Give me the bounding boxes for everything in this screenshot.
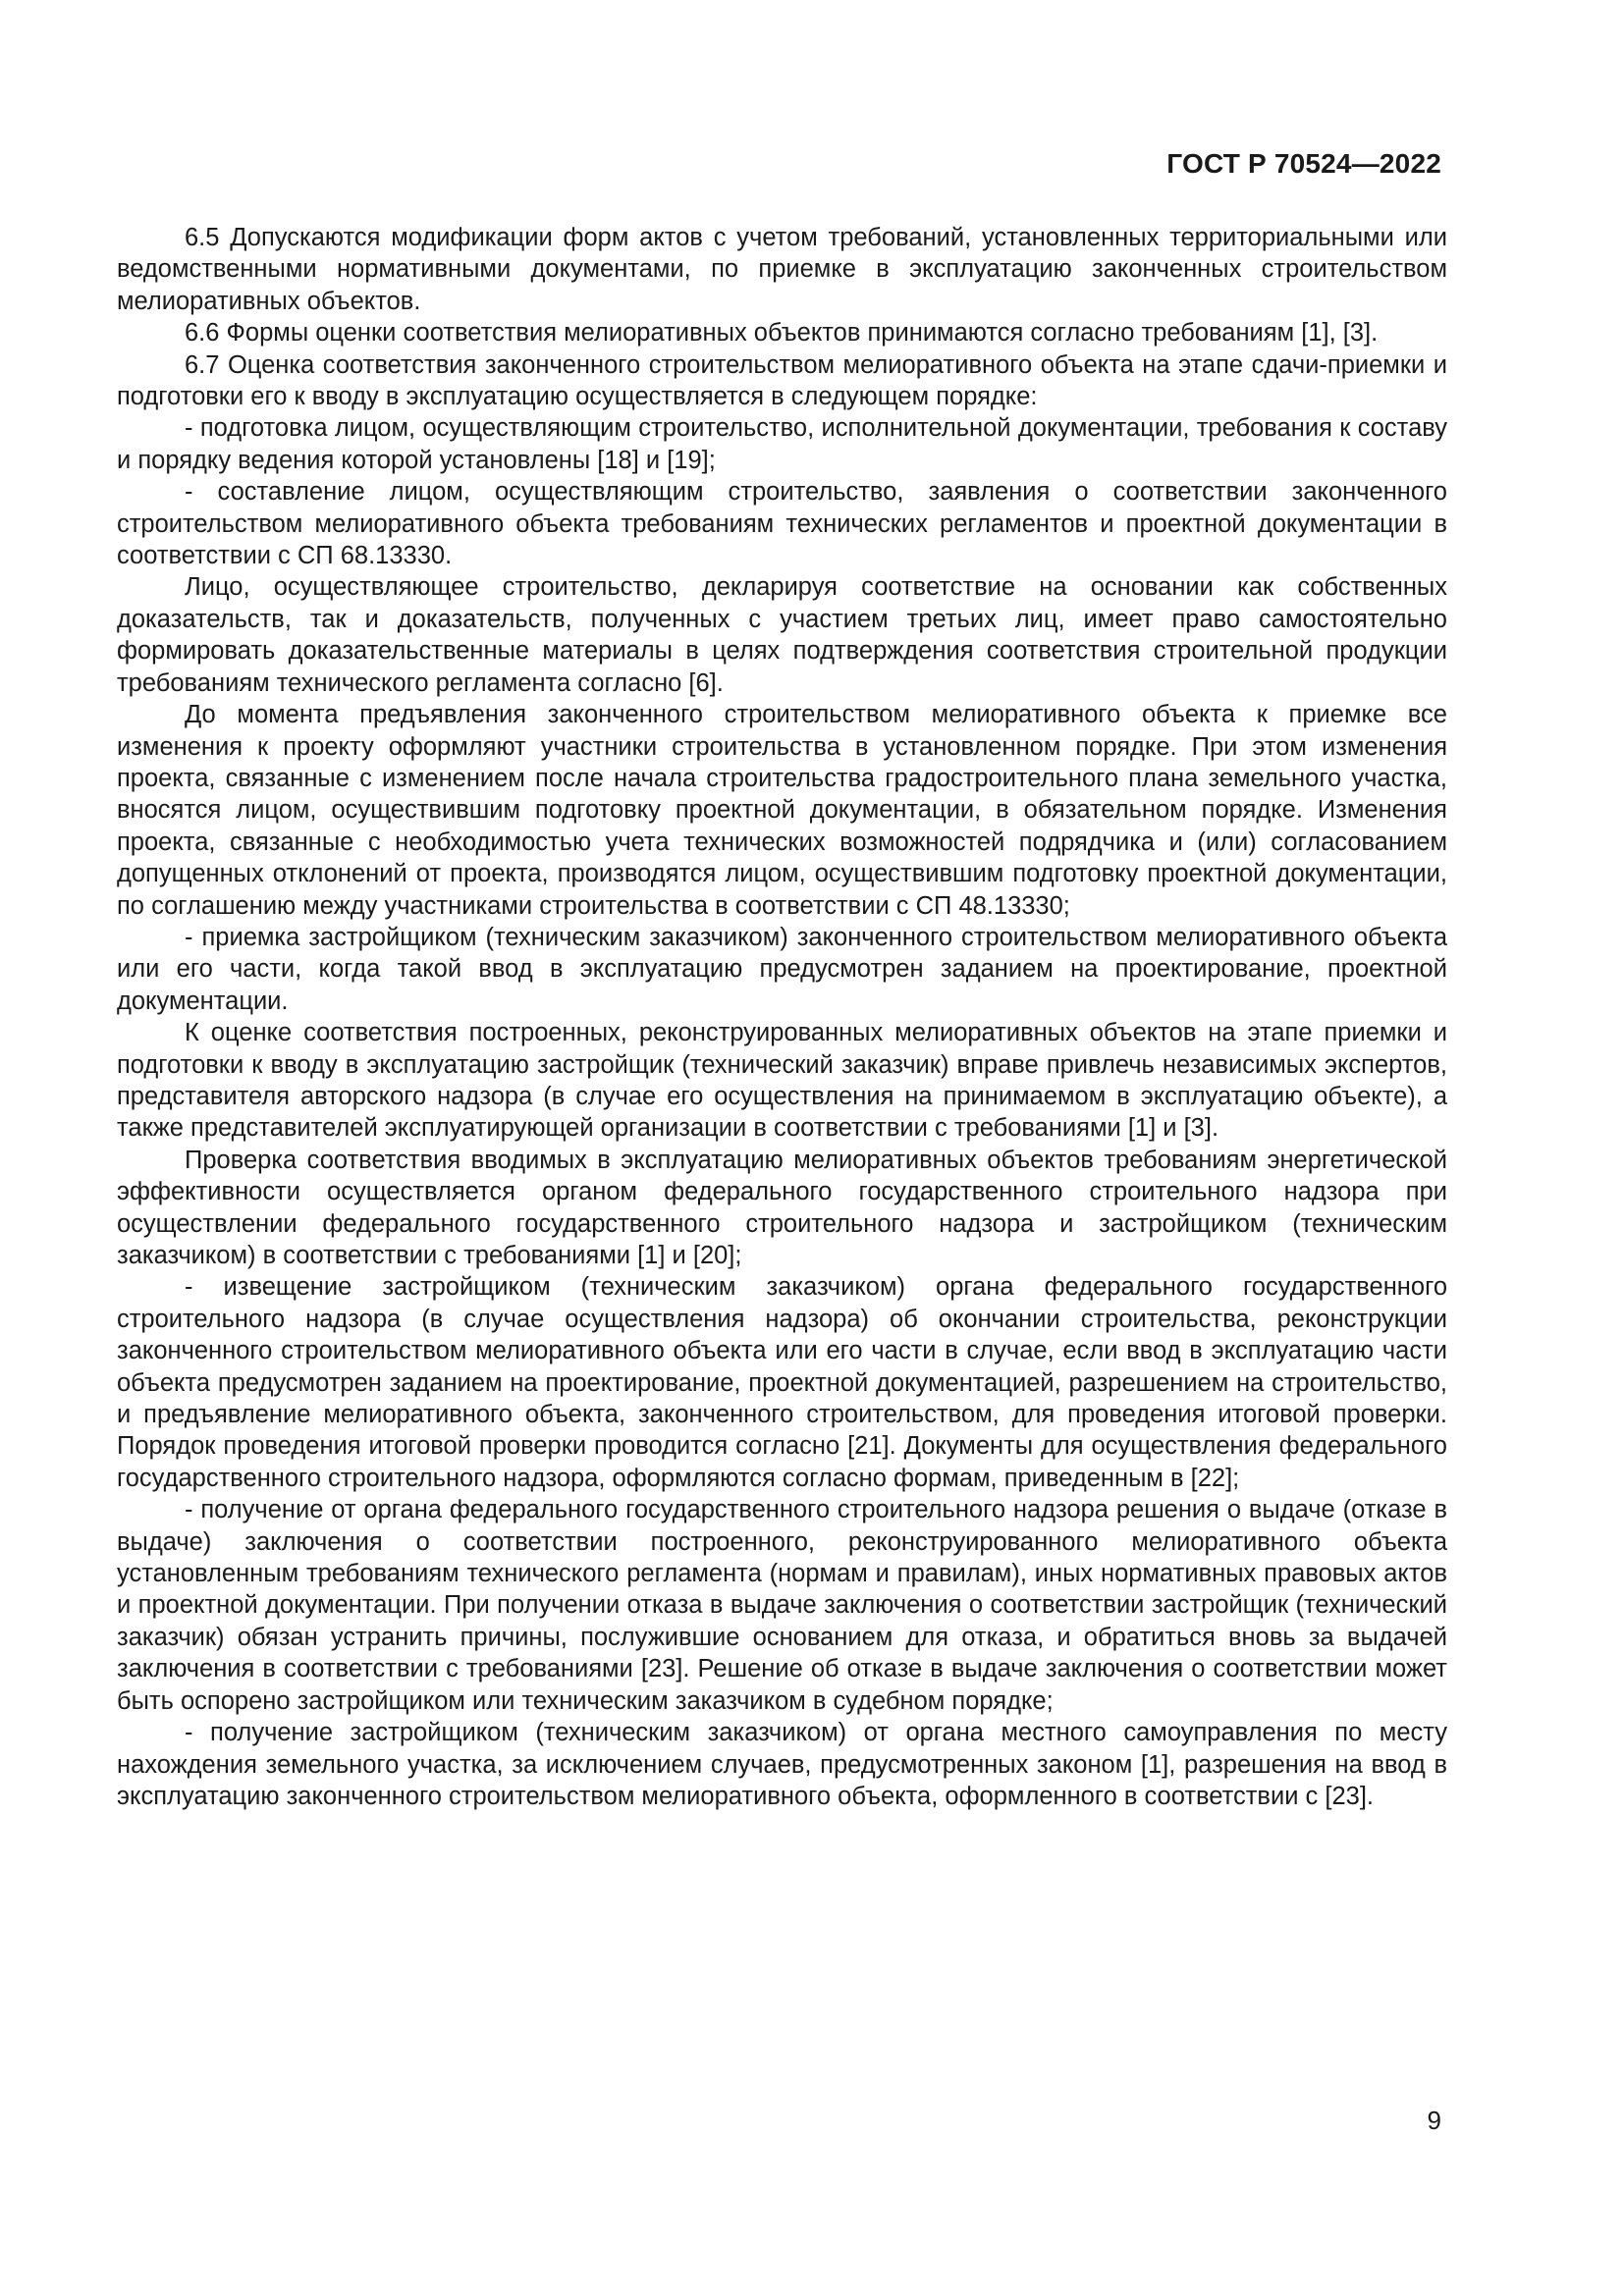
list-item: - подготовка лицом, осуществляющим строительство, исполнительной документации, требования к составу и порядку ведения которой установлены [18] и [19]; <box>117 414 1447 474</box>
list-item: - приемка застройщиком (техническим заказчиком) законченного строительством мелиоративного объекта или его части, когда такой ввод в эксплуатацию предусмотрен заданием на проектирование, проектной документации. <box>117 923 1447 1015</box>
paragraph: К оценке соответствия построенных, реконструированных мелиоративных объектов на этапе приемки и подготовки к вводу в эксплуатацию застройщик (технический заказчик) вправе привлечь независимых экспертов, представителя авторского надзора (в случае его осуществления на принимаемом в эксплуатацию объекте), а также представителей эксплуатирующей организации в соответствии с требованиями [1] и [3]. <box>117 1019 1447 1143</box>
paragraph: До момента предъявления законченного строительством мелиоративного объекта к приемке все изменения к проекту оформляют участники строительства в установленном порядке. При этом изменения проекта, связанные с изменением после начала строительства градостроительного плана земельного участка, вносятся лицом, осуществившим подготовку проектной документации, в обязательном порядке. Изменения проекта, связанные с необходимостью учета технических возможностей подрядчика и (или) согласованием допущенных отклонений от проекта, производятся лицом, осуществившим подготовку проектной документации, по соглашению между участниками строительства в соответствии с СП 48.13330; <box>117 701 1447 920</box>
paragraph-6-7: 6.7 Оценка соответствия законченного строительством мелиоративного объекта на этапе сдачи-приемки и подготовки его к вводу в эксплуатацию осуществляется в следующем порядке: <box>117 350 1447 411</box>
paragraph-6-6: 6.6 Формы оценки соответствия мелиоративных объектов принимаются согласно требованиям [1], [3]. <box>185 319 1379 347</box>
paragraph: Лицо, осуществляющее строительство, декларируя соответствие на основании как собственных доказательств, так и доказательств, полученных с участием третьих лиц, имеет право самостоятельно формировать доказательственные материалы в целях подтверждения соответствия строительной продукции требованиям технического регламента согласно [6]. <box>117 573 1447 697</box>
paragraph-6-5: 6.5 Допускаются модификации форм актов с учетом требований, установленных территориальными или ведомственными нормативными документами, по приемке в эксплуатацию законченных строительством мелиоративных объектов. <box>117 224 1447 315</box>
list-item: - получение от органа федерального государственного строительного надзора решения о выдаче (отказе в выдаче) заключения о соответствии построенного, реконструированного мелиоративного объекта установленным требованиям технического регламента (нормам и правилам), иных нормативных правовых актов и проектной документации. При получении отказа в выдаче заключения о соответствии застройщик (технический заказчик) обязан устранить причины, послужившие основанием для отказа, и обратиться вновь за выдачей заключения в соответствии с требованиями [23]. Решение об отказе в выдаче заключения о соответствии может быть оспорено застройщиком или техническим заказчиком в судебном порядке; <box>117 1496 1447 1715</box>
page-number: 9 <box>1427 2106 1441 2135</box>
list-item: - получение застройщиком (техническим заказчиком) от органа местного самоуправления по месту нахождения земельного участка, за исключением случаев, предусмотренных законом [1], разрешения на ввод в эксплуатацию законченного строительством мелиоративного объекта, оформленного в соответствии с [23]. <box>117 1719 1447 1810</box>
document-body <box>117 222 1447 1812</box>
paragraph: Проверка соответствия вводимых в эксплуатацию мелиоративных объектов требованиям энергетической эффективности осуществляется органом федерального государственного строительного надзора при осуществлении федерального государственного строительного надзора и застройщиком (техническим заказчиком) в соответствии с требованиями [1] и [20]; <box>117 1146 1447 1269</box>
list-item: - извещение застройщиком (техническим заказчиком) органа федерального государственного строительного надзора (в случае осуществления надзора) об окончании строительства, реконструкции законченного строительством мелиоративного объекта или его части в случае, если ввод в эксплуатацию части объекта предусмотрен заданием на проектирование, проектной документацией, разрешением на строительство, и предъявление мелиоративного объекта, законченного строительством, для проведения итоговой проверки. Порядок проведения итоговой проверки проводится согласно [21]. Документы для осуществления федерального государственного строительного надзора, оформляются согласно формам, приведенным в [22]; <box>117 1273 1447 1492</box>
list-item: - составление лицом, осуществляющим строительство, заявления о соответствии законченного строительством мелиоративного объекта требованиям технических регламентов и проектной документации в соответствии с СП 68.13330. <box>117 478 1447 570</box>
document-header: ГОСТ Р 70524—2022 <box>1166 148 1441 179</box>
